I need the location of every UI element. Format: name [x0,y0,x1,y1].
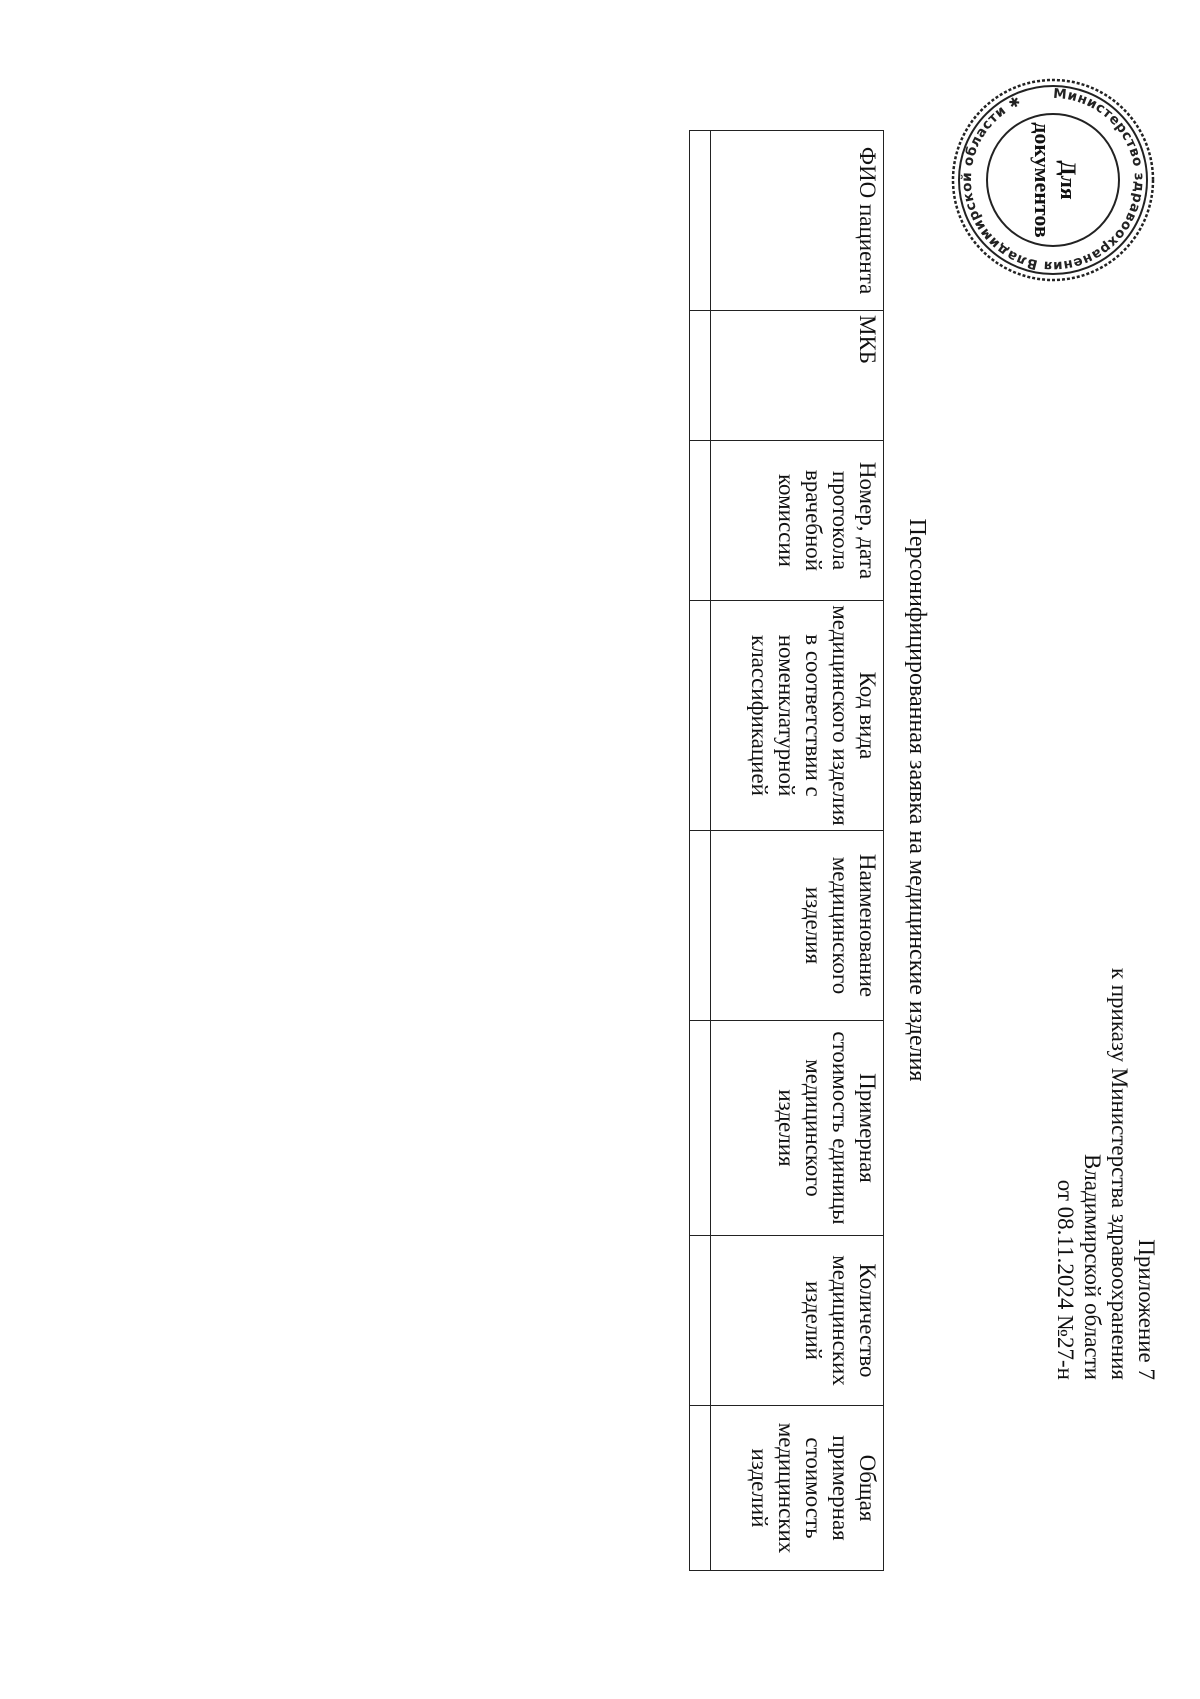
table-cell [690,131,711,311]
svg-text:документов: документов [1030,122,1055,238]
table-cell [690,1236,711,1406]
svg-text:Министерство здравоохранения В: Министерство здравоохранения Владимирской области ✱ [958,85,1148,275]
header-line: к приказу Министерства здравоохранения [1107,967,1132,1380]
document-title: Персонифицированная заявка на медицинские изделия [904,518,930,1082]
table-header-row [711,131,884,1571]
header-line: Приложение 7 [1134,1239,1159,1380]
col-device-code: Код вида медицинского изделия в соответствии с номенклатурной классификацией [711,601,884,831]
official-stamp [948,75,1158,285]
table-cell [690,831,711,1021]
col-total-price: Общая примерная стоимость медицинских изделий [711,1406,884,1571]
table-cell [690,1021,711,1236]
table-row [690,131,711,1571]
col-device-name: Наименование медицинского изделия [711,831,884,1021]
request-table [689,130,884,1571]
col-icd: МКБ [711,311,884,441]
table-cell [690,1406,711,1571]
header-line: от 08.11.2024 №27-н [1053,1179,1078,1380]
stamp-seal-icon [948,75,1158,285]
table-cell [690,311,711,441]
col-quantity: Количество медицинских изделий [711,1236,884,1406]
header-line: Владимирской области [1080,1153,1105,1380]
svg-text:Для: Для [1056,160,1081,200]
col-patient-name: ФИО пациента [711,131,884,311]
col-protocol: Номер, дата протокола врачебной комиссии [711,441,884,601]
table-cell [690,441,711,601]
table-cell [690,601,711,831]
col-unit-price: Примерная стоимость единицы медицинского изделия [711,1021,884,1236]
